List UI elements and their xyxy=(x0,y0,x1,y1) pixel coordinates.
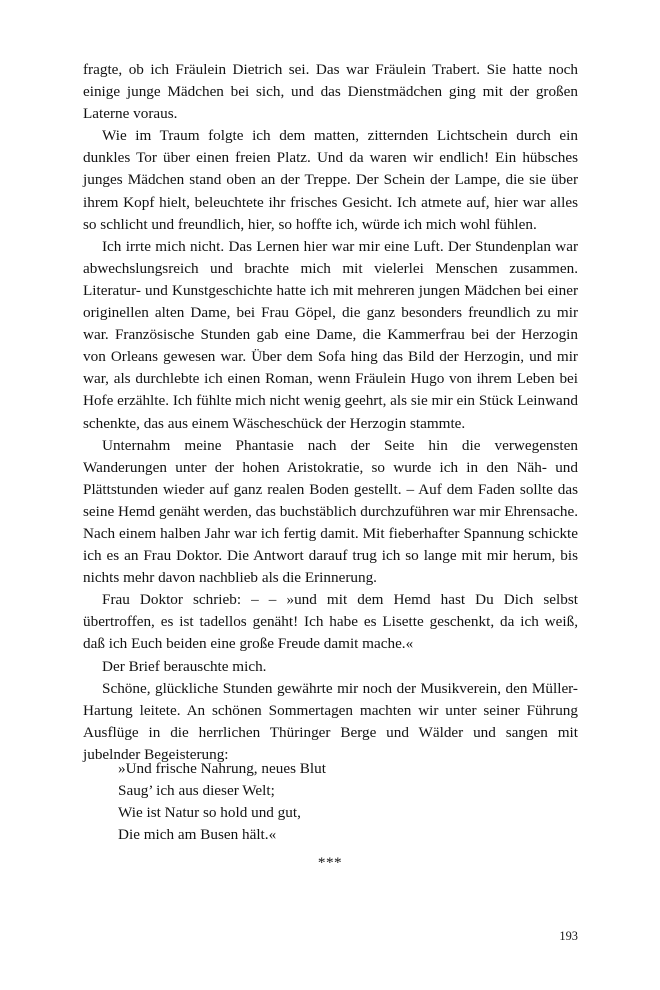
verse-line: Die mich am Busen hält.« xyxy=(118,826,277,844)
verse-line: »Und frische Nahrung, neues Blut xyxy=(118,760,326,777)
section-separator: *** xyxy=(317,854,343,871)
paragraph: Ich irrte mich nicht. Das Lernen hier war mir eine Luft. Der Stundenplan war abwechslungsreich und brachte mich mit vielerlei Menschen zusammen. Literatur- und Kunstgeschichte hatte ich mit mehreren jungen Mädchen bei einer originellen alten Dame, bei Frau Göpel, die ganz besonders freundlich zu mir war. Französische Stunden gab eine Dame, die Kammerfrau bei der Herzogin von Orleans gewesen war. Über dem Sofa hing das Bild der Herzogin, und mir war, als durchlebte ich einen Roman, wenn Fräulein Hugo von ihrem Leben bei Hofe erzählte. Ich fühlte mich nicht wenig geehrt, als sie mir ein Stück Leinwand schenkte, das aus einem Wäscheschück der Herzogin stammte. xyxy=(83,237,578,432)
paragraph: Wie im Traum folgte ich dem matten, zitternden Lichtschein durch ein dunkles Tor über einen freien Platz. Und da waren wir endlich! Ein hübsches junges Mädchen stand oben an der Treppe. Der Schein der Lampe, die sie über ihrem Kopf hielt, beleuchtete ihr frisches Gesicht. Ich atmete auf, hier war alles so schlicht und freundlich, hier, so hoffte ich, würde ich mich wohl fühlen. xyxy=(83,127,578,233)
paragraph: Schöne, glückliche Stunden gewährte mir noch der Musikverein, den Müller-Hartung leitete. An schönen Sommertagen machten wir unter seiner Führung Ausflüge in die herrlichen Thüringer Berge und Wälder und sangen mit jubelnder Begeisterung: xyxy=(83,679,578,763)
paragraph: Der Brief berauschte mich. xyxy=(102,657,267,675)
paragraph: Frau Doktor schrieb: – – »und mit dem Hemd hast Du Dich selbst übertroffen, es ist tadellos genäht! Ich habe es Lisette geschenkt, da ich weiß, daß ich Euch beiden eine große Freude damit mache.« xyxy=(83,591,578,653)
paragraph: fragte, ob ich Fräulein Dietrich sei. Das war Fräulein Trabert. Sie hatte noch einige junge Mädchen bei sich, und das Dienstmädchen ging mit der großen Laterne voraus. xyxy=(83,61,578,123)
verse-line: Saug’ ich aus dieser Welt; xyxy=(118,782,275,800)
verse-line: Wie ist Natur so hold und gut, xyxy=(118,804,301,822)
paragraph: Unternahm meine Phantasie nach der Seite hin die verwegensten Wanderungen unter der hohen Aristokratie, so wurde ich in den Näh- und Plättstunden wieder auf ganz realen Boden gestellt. – Auf dem Faden sollte das seine Hemd genäht werden, das buchstäblich durchzuführen war mir Ehrensache. Nach einem halben Jahr war ich fertig damit. Mit fieberhafter Spannung schickte ich es an Frau Doktor. Die Antwort darauf trug ich so lange mit mir herum, bis nichts mehr davon nachblieb als die Erinnerung. xyxy=(83,436,578,587)
body-text-block xyxy=(83,59,578,766)
verse-block xyxy=(118,758,538,846)
page-number: 193 xyxy=(559,929,578,943)
